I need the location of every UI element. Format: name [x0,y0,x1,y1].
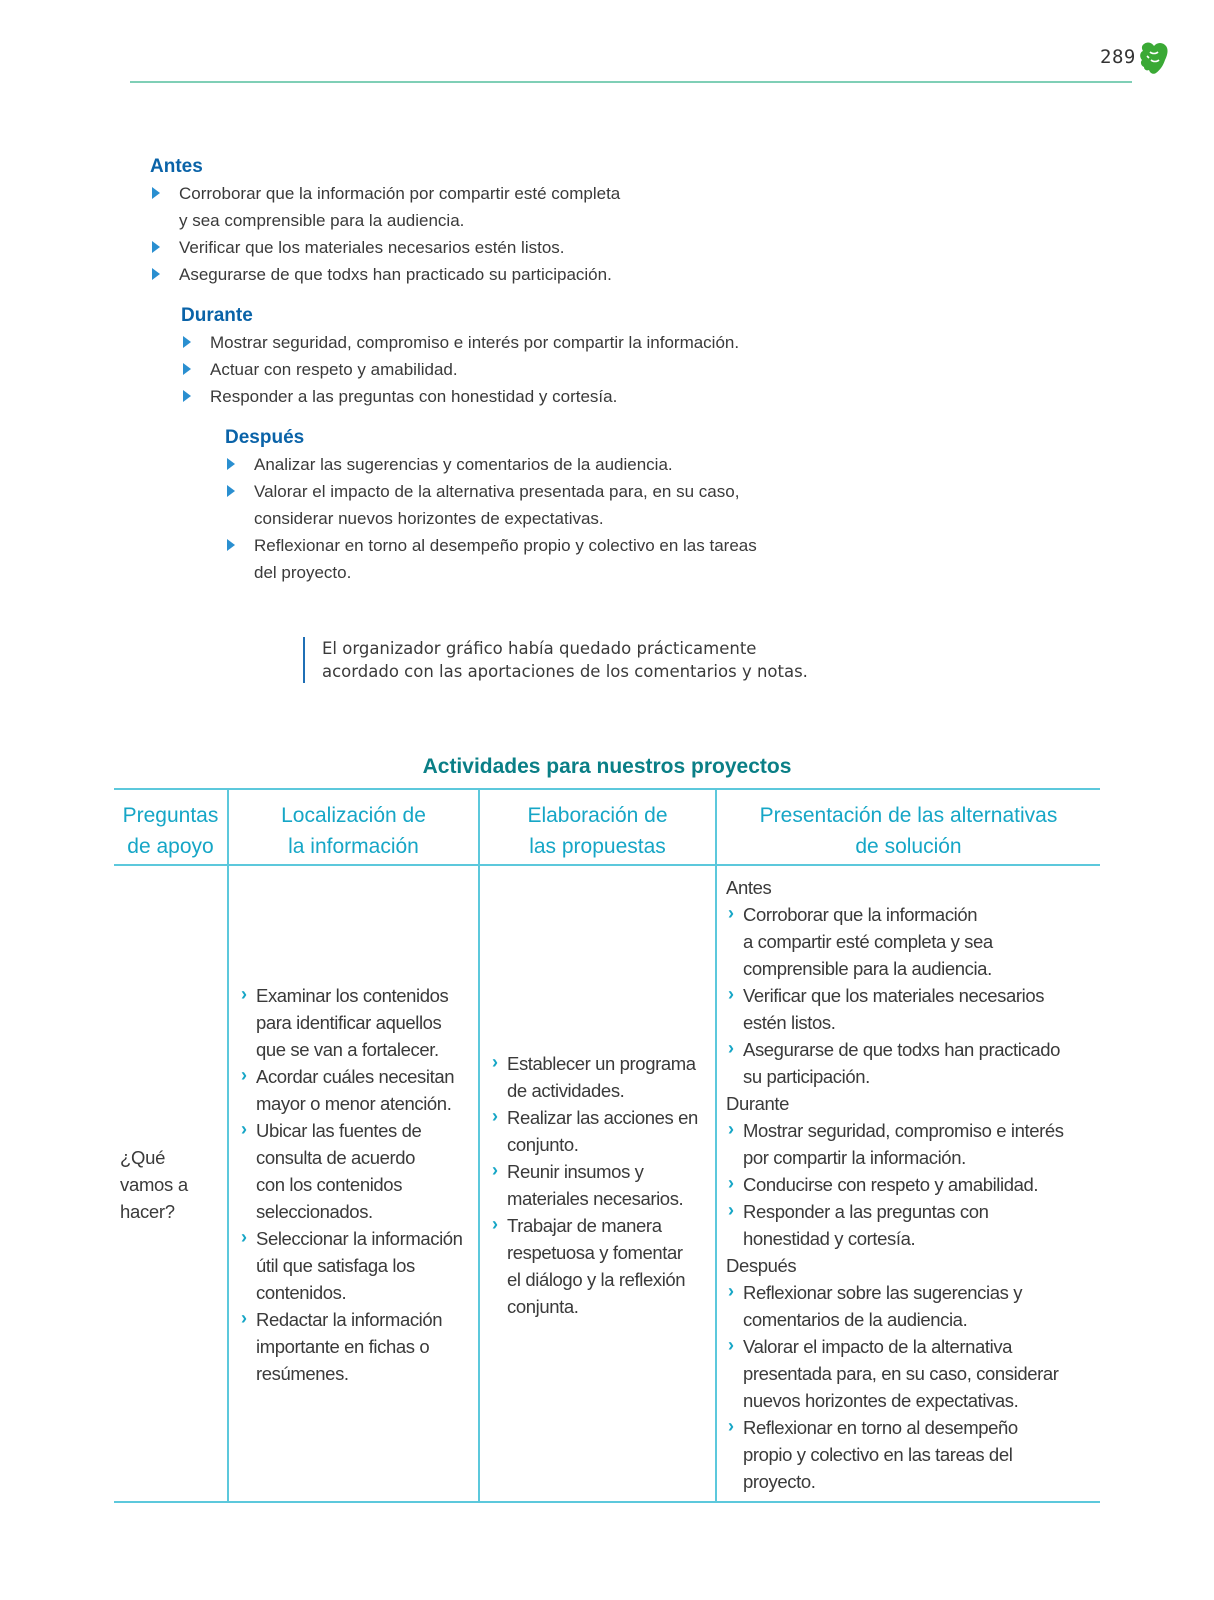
phase-label: Durante [726,1093,790,1114]
quote-box [303,637,882,683]
section-title: Antes [150,156,203,177]
activities-table [114,788,1100,1503]
list-item: › Seleccionar la información útil que satisfaga los contenidos. [239,1225,472,1306]
list-item: › Redactar la información importante en fichas o resúmenes. [239,1306,472,1387]
list-item: Analizar las sugerencias y comentarios de la audiencia. [225,451,905,478]
list-item: › Mostrar seguridad, compromiso e interés por compartir la información. [726,1117,1094,1171]
presentacion-cell [716,865,1100,1502]
list-item: Responder a las preguntas con honestidad y cortesía. [181,383,881,410]
book-emblem-icon [1138,40,1170,76]
list-item: › Reunir insumos y materiales necesarios. [490,1158,709,1212]
section-despues [225,427,905,586]
question-text: ¿Qué vamos a hacer? [120,1147,188,1222]
bullet-triangle-icon [152,241,160,253]
page-number: 289 [1100,46,1136,68]
list-item: › Examinar los contenidos para identificar aquellos que se van a fortalecer. [239,982,472,1063]
list-item: › Acordar cuáles necesitan mayor o menor atención. [239,1063,472,1117]
list-item: Reflexionar en torno al desempeño propio y colectivo en las tareas del proyecto. [225,532,905,586]
list-item: Mostrar seguridad, compromiso e interés por compartir la información. [181,329,881,356]
bullet-triangle-icon [183,363,191,375]
top-divider [130,81,1132,83]
list-item: › Valorar el impacto de la alternativa presentada para, en su caso, considerar nuevos horizontes de expectativas. [726,1333,1094,1414]
bullet-triangle-icon [183,336,191,348]
bullet-triangle-icon [152,187,160,199]
list-item: › Verificar que los materiales necesarios estén listos. [726,982,1094,1036]
header-presentacion: Presentación de las alternativas de solución [716,789,1100,865]
section-antes [150,156,790,288]
list-item: Actuar con respeto y amabilidad. [181,356,881,383]
header-localizacion: Localización de la información [228,789,479,865]
bullet-triangle-icon [152,268,160,280]
list-item: Corroborar que la información por compartir esté completa y sea comprensible para la audiencia. [150,180,790,234]
list-item: › Establecer un programa de actividades. [490,1050,709,1104]
table-title: Actividades para nuestros proyectos [422,755,792,778]
phase-label: Después [726,1255,797,1276]
bullet-triangle-icon [227,458,235,470]
section-durante [181,305,881,410]
localizacion-cell [228,865,479,1502]
table-row [114,865,1100,1502]
list-item: Asegurarse de que todxs han practicado su participación. [150,261,790,288]
section-title: Durante [181,305,253,326]
list-item: › Trabajar de manera respetuosa y fomentar el diálogo y la reflexión conjunta. [490,1212,709,1320]
header-elaboracion: Elaboración de las propuestas [479,789,716,865]
bullet-triangle-icon [227,485,235,497]
bullet-triangle-icon [227,539,235,551]
list-item: › Reflexionar sobre las sugerencias y comentarios de la audiencia. [726,1279,1094,1333]
list-item: › Conducirse con respeto y amabilidad. [726,1171,1094,1198]
elaboracion-cell [479,865,716,1502]
phase-label: Antes [726,877,772,898]
table-header-row [114,789,1100,865]
list-item: › Responder a las preguntas con honestidad y cortesía. [726,1198,1094,1252]
list-item: › Ubicar las fuentes de consulta de acuerdo con los contenidos seleccionados. [239,1117,472,1225]
list-item: › Corroborar que la información a compartir esté completa y sea comprensible para la audiencia. [726,901,1094,982]
bullet-triangle-icon [183,390,191,402]
list-item: › Asegurarse de que todxs han practicado su participación. [726,1036,1094,1090]
quote-text: El organizador gráfico había quedado prácticamente acordado con las aportaciones de los comentarios y notas. [322,639,808,681]
question-cell [114,865,228,1502]
section-title: Después [225,427,305,448]
header-preguntas: Preguntas de apoyo [122,804,219,858]
list-item: Valorar el impacto de la alternativa presentada para, en su caso, considerar nuevos horizontes de expectativas. [225,478,905,532]
list-item: › Reflexionar en torno al desempeño propio y colectivo en las tareas del proyecto. [726,1414,1094,1495]
list-item: Verificar que los materiales necesarios estén listos. [150,234,790,261]
list-item: › Realizar las acciones en conjunto. [490,1104,709,1158]
